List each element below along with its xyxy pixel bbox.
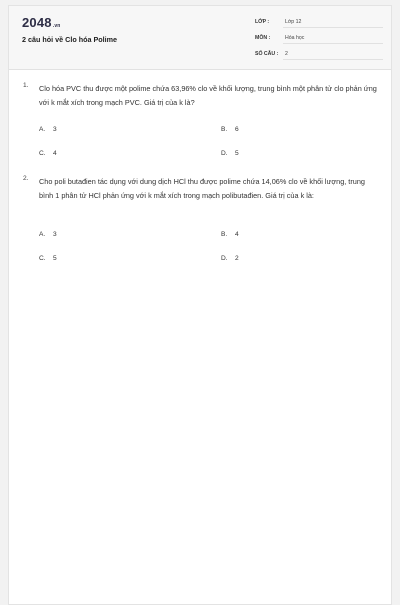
option-text: 5 [53,255,57,262]
question-number: 1. [23,82,29,89]
meta-grade-value: Lớp 12 [285,19,302,25]
worksheet-page [8,5,392,605]
worksheet-header [9,6,391,70]
question-number: 2. [23,175,29,182]
option-letter: B. [221,231,228,238]
option-text: 2 [235,255,239,262]
meta-count-value: 2 [285,51,288,57]
option-letter: D. [221,150,228,157]
option-letter: A. [39,231,46,238]
option-b[interactable] [221,231,239,238]
question-text: Cho poli butađien tác dụng với dung dịch HCl thu được polime chứa 14,06% clo về khối lượng, trung bình 1 phân tử HCl phản ứng với k mắt xích trong mạch polibutađien. Giá trị của k là: [39,177,365,200]
option-text: 3 [53,231,57,238]
option-c[interactable] [39,150,57,157]
option-letter: A. [39,126,46,133]
option-b[interactable] [221,126,239,133]
option-d[interactable] [221,150,239,157]
option-text: 4 [53,150,57,157]
option-text: 3 [53,126,57,133]
option-a[interactable] [39,126,57,133]
option-a[interactable] [39,231,57,238]
option-d[interactable] [221,255,239,262]
option-letter: B. [221,126,228,133]
option-letter: C. [39,255,46,262]
site-logo[interactable] [22,15,61,30]
option-text: 6 [235,126,239,133]
worksheet-title: 2 câu hỏi về Clo hóa Polime [22,35,118,44]
meta-underline [283,27,383,28]
meta-underline [283,43,383,44]
option-text: 4 [235,231,239,238]
meta-subject-label: MÔN : [255,35,271,41]
logo-tld: .vn [52,23,61,29]
meta-count-label: SỐ CÂU : [255,51,279,57]
option-letter: D. [221,255,228,262]
meta-subject-value: Hóa học [285,35,305,41]
logo-text: 2048 [22,15,52,30]
meta-underline [283,59,383,60]
option-letter: C. [39,150,46,157]
meta-grade-label: LỚP : [255,19,270,25]
question-text: Clo hóa PVC thu được một polime chứa 63,96% clo về khối lượng, trung bình một phân tử clo phản ứng với k mắt xích trong mạch PVC. Giá trị của k là? [39,84,377,107]
option-text: 5 [235,150,239,157]
option-c[interactable] [39,255,57,262]
